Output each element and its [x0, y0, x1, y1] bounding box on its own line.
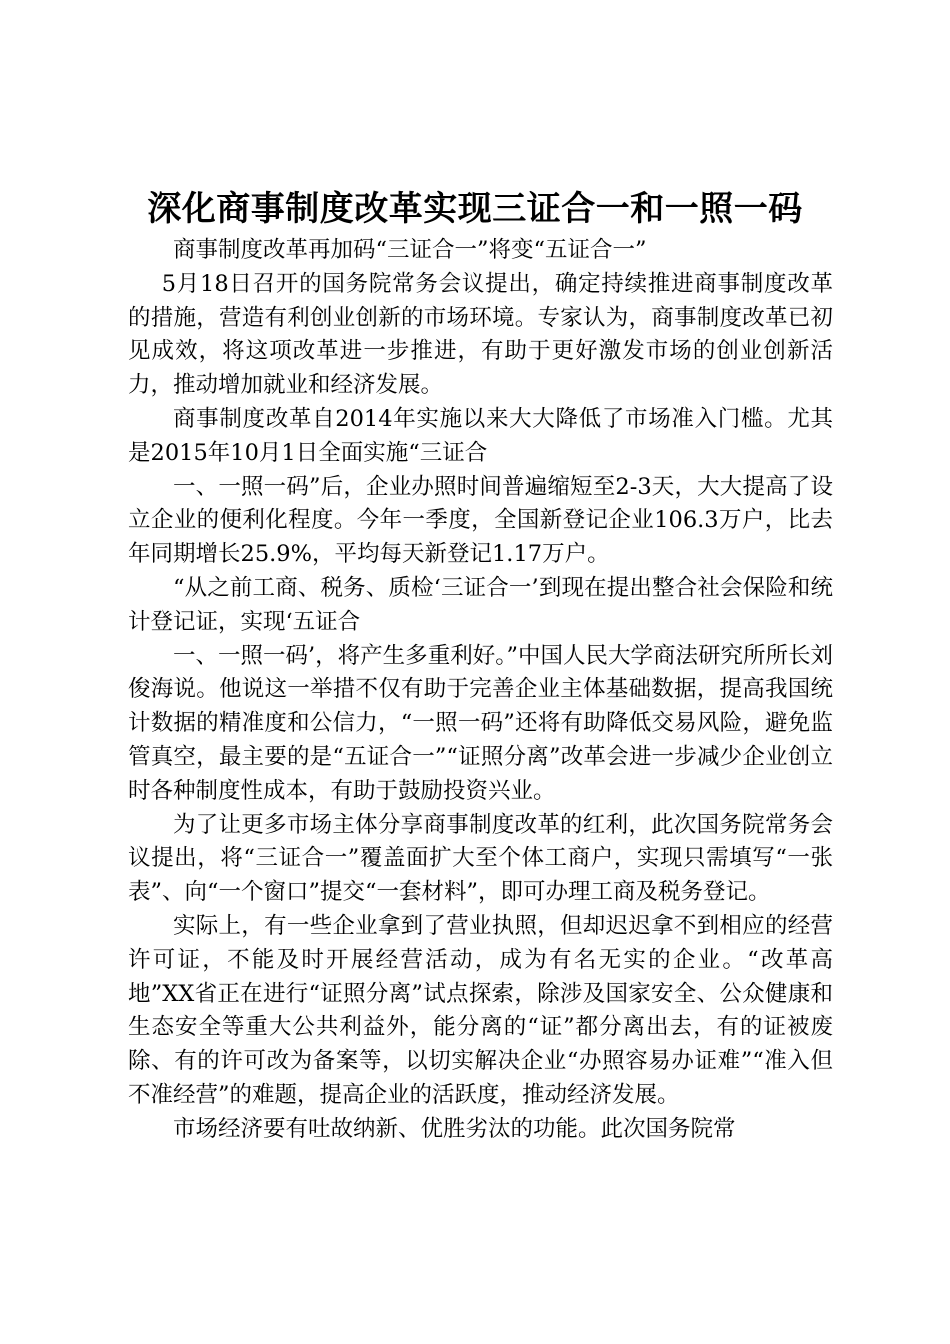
- body-paragraph: 为了让更多市场主体分享商事制度改革的红利，此次国务院常务会议提出，将“三证合一”覆盖面扩大至个体工商户，实现只需填写“一张表”、向“一个窗口”提交“一套材料”，即可办理工商及税务登记。: [128, 811, 833, 906]
- body-paragraph: 市场经济要有吐故纳新、优胜劣汰的功能。此次国务院常: [173, 1115, 736, 1142]
- document-title: 深化商事制度改革实现三证合一和一照一码: [147, 189, 803, 229]
- body-paragraph: 一、一照一码’，将产生多重利好。”中国人民大学商法研究所所长刘俊海说。他说这一举措不仅有助于完善企业主体基础数据，提高我国统计数据的精准度和公信力，“一照一码”还将有助降低交易风险，避免监管真空，最主要的是“五证合一”“证照分离”改革会进一步减少企业创立时各种制度性成本，有助于鼓励投资兴业。: [128, 642, 833, 804]
- body-paragraph: 实际上，有一些企业拿到了营业执照，但却迟迟拿不到相应的经营许可证，不能及时开展经营活动，成为有名无实的企业。“改革高地”XX省正在进行“证照分离”试点探索，除涉及国家安全、公众健康和生态安全等重大公共利益外，能分离的“证”都分离出去，有的证被废除、有的许可改为备案等，以切实解决企业“办照容易办证难”“准入但不准经营”的难题，提高企业的活跃度，推动经济发展。: [128, 912, 833, 1108]
- body-paragraph: 商事制度改革自2014年实施以来大大降低了市场准入门槛。尤其是2015年10月1日全面实施“三证合: [128, 405, 833, 466]
- body-paragraph: 5月18日召开的国务院常务会议提出，确定持续推进商事制度改革的措施，营造有利创业创新的市场环境。专家认为，商事制度改革已初见成效，将这项改革进一步推进，有助于更好激发市场的创业创新活力，推动增加就业和经济发展。: [128, 270, 833, 399]
- document-body: [128, 234, 833, 1147]
- body-paragraph: “从之前工商、税务、质检‘三证合一’到现在提出整合社会保险和统计登记证，实现‘五证合: [128, 574, 833, 635]
- subtitle-paragraph: 商事制度改革再加码“三证合一”将变“五证合一”: [173, 237, 647, 263]
- body-paragraph: 一、一照一码”后，企业办照时间普遍缩短至2-3天，大大提高了设立企业的便利化程度。今年一季度，全国新登记企业106.3万户，比去年同期增长25.9%，平均每天新登记1.17万户。: [128, 473, 833, 568]
